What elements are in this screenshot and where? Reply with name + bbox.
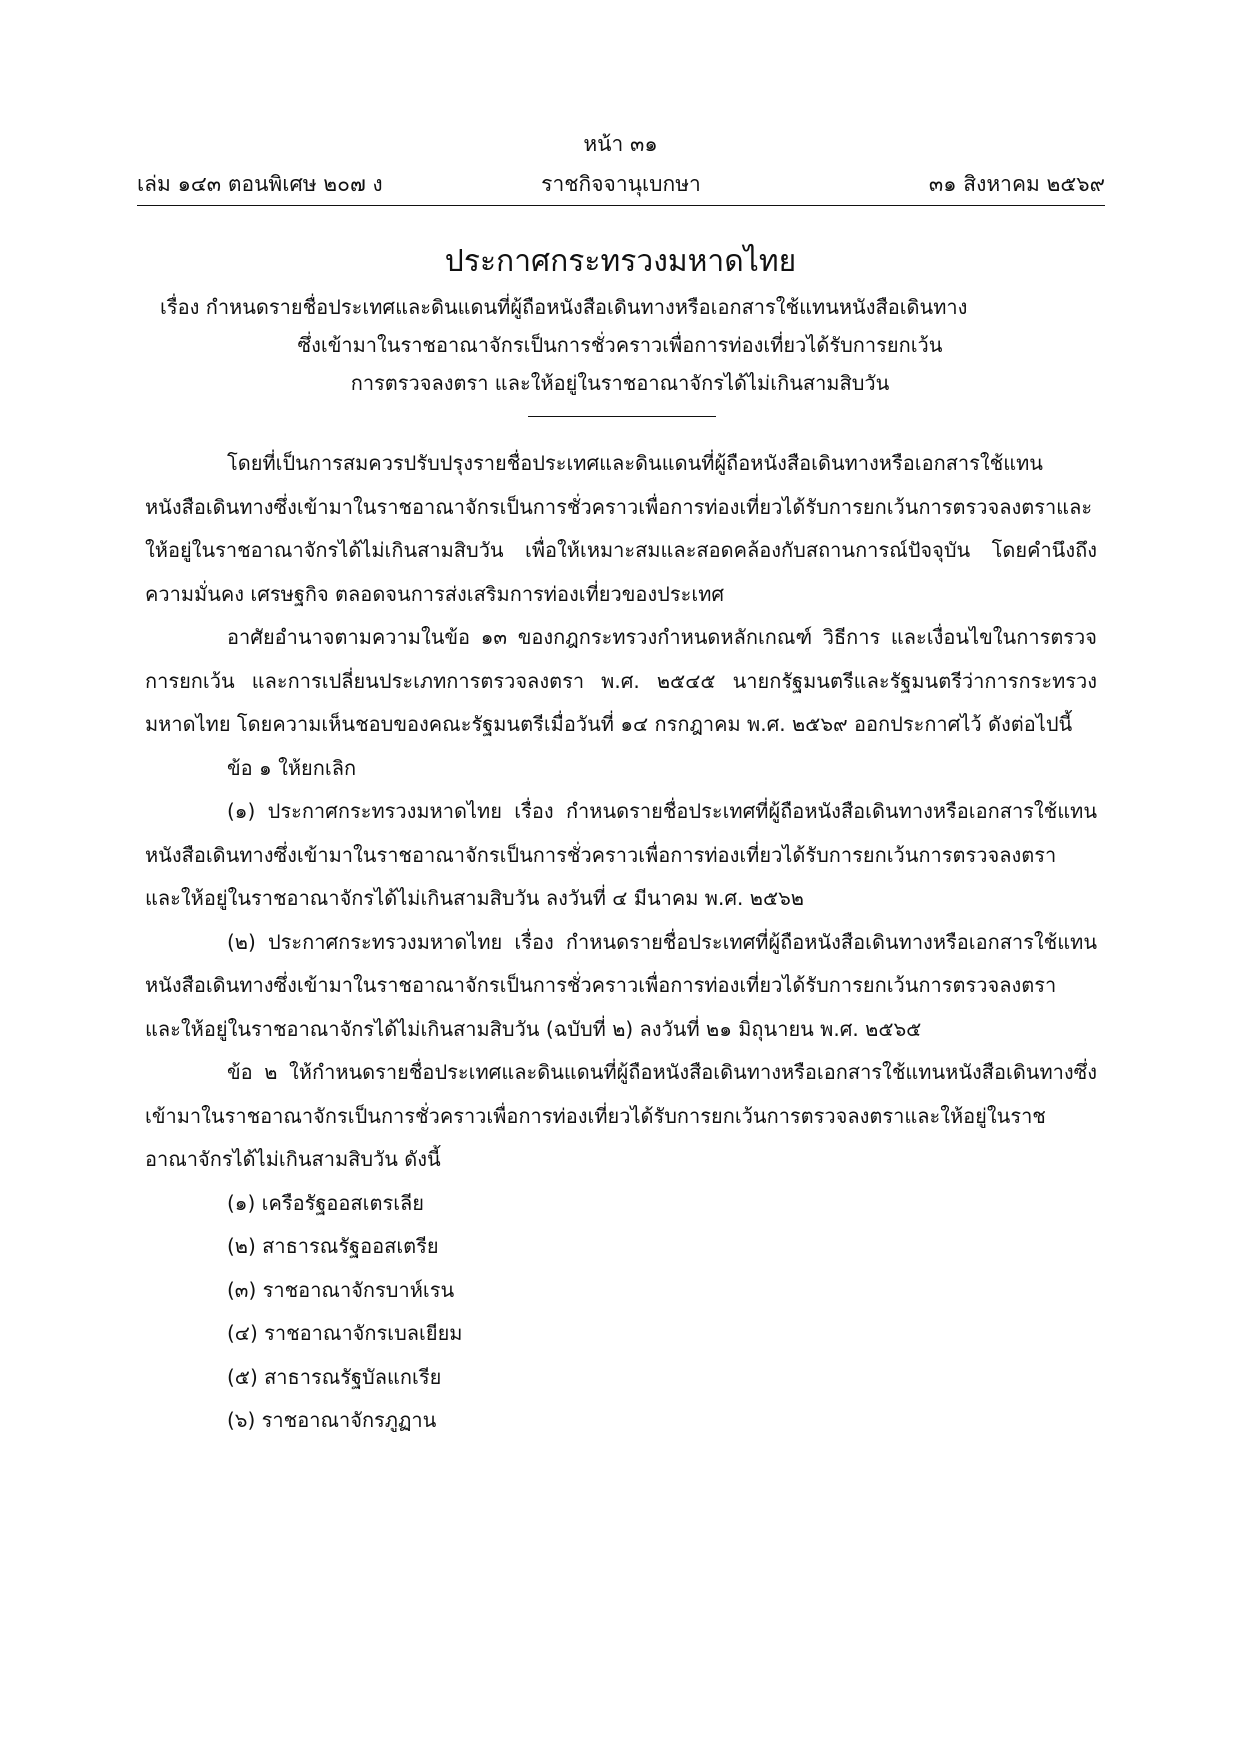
title-underline <box>528 416 716 417</box>
document-subject <box>160 288 1080 402</box>
document-title: ประกาศกระทรวงมหาดไทย <box>444 244 797 279</box>
country-item: (๒) สาธารณรัฐออสเตรีย <box>227 1234 439 1258</box>
country-item: (๔) ราชอาณาจักรเบลเยียม <box>227 1321 463 1345</box>
page-number: หน้า ๓๑ <box>583 132 658 156</box>
country-item: (๕) สาธารณรัฐบัลแกเรีย <box>227 1364 442 1389</box>
gazette-name: ราชกิจจานุเบกษา <box>541 172 701 196</box>
country-item: (๓) ราชอาณาจักรบาห์เรน <box>227 1277 455 1302</box>
clause-2-paragraph: ข้อ ๒ ให้กำหนดรายชื่อประเทศและดินแดนที่ผู้ถือหนังสือเดินทางหรือเอกสารใช้แทนหนังสือเดินทางซึ่งเข้ามาในราชอาณาจักรเป็นการชั่วคราวเพื่อการท่องเที่ยวได้รับการยกเว้นการตรวจลงตราและให้อยู่ในราชอาณาจักรได้ไม่เกินสามสิบวัน ดังนี้ <box>145 1060 1097 1171</box>
subject-line-1: เรื่อง กำหนดรายชื่อประเทศและดินแดนที่ผู้ถือหนังสือเดินทางหรือเอกสารใช้แทนหนังสือเดินทาง <box>160 295 968 319</box>
volume-info: เล่ม ๑๔๓ ตอนพิเศษ ๒๐๗ ง <box>137 172 383 196</box>
authority-paragraph: อาศัยอำนาจตามความในข้อ ๑๓ ของกฎกระทรวงกำหนดหลักเกณฑ์ วิธีการ และเงื่อนไขในการตรวจ การยกเว้น และการเปลี่ยนประเภทการตรวจลงตรา พ.ศ. ๒๕๔๕ นายกรัฐมนตรีและรัฐมนตรีว่าการกระทรวงมหาดไทย โดยความเห็นชอบของคณะรัฐมนตรีเมื่อวันที่ ๑๔ กรกฎาคม พ.ศ. ๒๕๖๙ ออกประกาศไว้ ดังต่อไปนี้ <box>145 625 1097 736</box>
country-item: (๑) เครือรัฐออสเตรเลีย <box>227 1190 425 1215</box>
header-rule <box>137 205 1105 206</box>
clause-1-heading: ข้อ ๑ ให้ยกเลิก <box>227 755 357 780</box>
document-body <box>145 442 1097 1443</box>
clause-1-item-1: (๑) ประกาศกระทรวงมหาดไทย เรื่อง กำหนดรายชื่อประเทศที่ผู้ถือหนังสือเดินทางหรือเอกสารใช้แทนหนังสือเดินทางซึ่งเข้ามาในราชอาณาจักรเป็นการชั่วคราวเพื่อการท่องเที่ยวได้รับการยกเว้นการตรวจลงตรา และให้อยู่ในราชอาณาจักรได้ไม่เกินสามสิบวัน ลงวันที่ ๔ มีนาคม พ.ศ. ๒๕๖๒ <box>145 799 1097 910</box>
clause-1-item-2: (๒) ประกาศกระทรวงมหาดไทย เรื่อง กำหนดรายชื่อประเทศที่ผู้ถือหนังสือเดินทางหรือเอกสารใช้แทนหนังสือเดินทางซึ่งเข้ามาในราชอาณาจักรเป็นการชั่วคราวเพื่อการท่องเที่ยวได้รับการยกเว้นการตรวจลงตรา และให้อยู่ในราชอาณาจักรได้ไม่เกินสามสิบวัน (ฉบับที่ ๒) ลงวันที่ ๒๑ มิถุนายน พ.ศ. ๒๕๖๕ <box>145 929 1097 1041</box>
country-item: (๖) ราชอาณาจักรภูฏาน <box>227 1408 437 1432</box>
gazette-header <box>137 168 1105 202</box>
issue-date: ๓๑ สิงหาคม ๒๕๖๙ <box>928 172 1105 196</box>
subject-line-3: การตรวจลงตรา และให้อยู่ในราชอาณาจักรได้ไม่เกินสามสิบวัน <box>350 371 890 395</box>
preamble-paragraph: โดยที่เป็นการสมควรปรับปรุงรายชื่อประเทศและดินแดนที่ผู้ถือหนังสือเดินทางหรือเอกสารใช้แทนหนังสือเดินทางซึ่งเข้ามาในราชอาณาจักรเป็นการชั่วคราวเพื่อการท่องเที่ยวได้รับการยกเว้นการตรวจลงตราและให้อยู่ในราชอาณาจักรได้ไม่เกินสามสิบวัน เพื่อให้เหมาะสมและสอดคล้องกับสถานการณ์ปัจจุบัน โดยคำนึงถึงความมั่นคง เศรษฐกิจ ตลอดจนการส่งเสริมการท่องเที่ยวของประเทศ <box>145 451 1097 606</box>
country-list <box>145 1182 1097 1443</box>
subject-line-2: ซึ่งเข้ามาในราชอาณาจักรเป็นการชั่วคราวเพื่อการท่องเที่ยวได้รับการยกเว้น <box>297 333 943 357</box>
